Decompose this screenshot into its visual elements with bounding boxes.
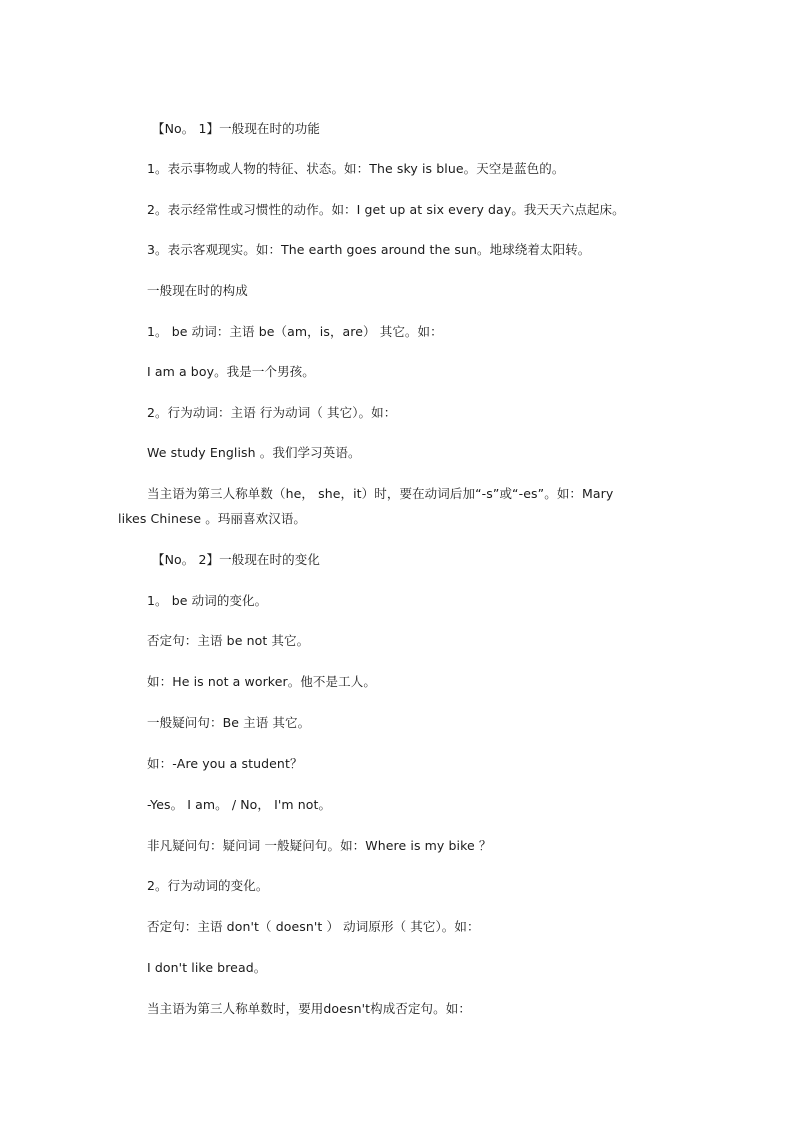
paragraph-third-person: 当主语为第三人称单数（he， she，it）时，要在动词后加“-s”或“-es”。如：Mary [147, 486, 614, 501]
section-heading-no2: 【No。 2】一般现在时的变化 [152, 552, 320, 567]
paragraph-third-person-cont: likes Chinese 。玛丽喜欢汉语。 [118, 511, 307, 526]
paragraph-be-verb: 1。 be 动词：主语 be（am，is，are） 其它。如： [147, 324, 443, 339]
example-he-is-not: 如：He is not a worker。他不是工人。 [147, 674, 376, 689]
paragraph-function-3: 3。表示客观现实。如：The earth goes around the sun。地球绕着太阳转。 [147, 242, 591, 257]
example-i-am-a-boy: I am a boy。我是一个男孩。 [147, 364, 315, 379]
example-are-you-student: 如：-Are you a student？ [147, 756, 303, 771]
paragraph-doesnt-negative: 当主语为第三人称单数时，要用doesn't构成否定句。如： [147, 1001, 471, 1016]
paragraph-action-verb: 2。行为动词：主语 行为动词（ 其它）。如： [147, 405, 397, 420]
paragraph-negative-action: 否定句：主语 don't（ doesn't ） 动词原形（ 其它）。如： [147, 919, 480, 934]
subheading-structure: 一般现在时的构成 [147, 283, 248, 298]
paragraph-function-1: 1。表示事物或人物的特征、状态。如：The sky is blue。天空是蓝色的。 [147, 161, 565, 176]
example-we-study-english: We study English 。我们学习英语。 [147, 445, 361, 460]
example-yes-i-am: -Yes。 I am。 / No， I'm not。 [147, 797, 332, 812]
paragraph-action-change: 2。行为动词的变化。 [147, 878, 269, 893]
example-dont-like-bread: I don't like bread。 [147, 960, 267, 975]
paragraph-question-be: 一般疑问句：Be 主语 其它。 [147, 715, 311, 730]
paragraph-special-question: 非凡疑问句：疑问词 一般疑问句。如：Where is my bike ？ [147, 838, 492, 853]
paragraph-negative-be: 否定句：主语 be not 其它。 [147, 633, 310, 648]
paragraph-function-2: 2。表示经常性或习惯性的动作。如：I get up at six every day。我天天六点起床。 [147, 202, 625, 217]
section-heading-no1: 【No。 1】一般现在时的功能 [152, 121, 320, 136]
paragraph-be-change: 1。 be 动词的变化。 [147, 593, 268, 608]
